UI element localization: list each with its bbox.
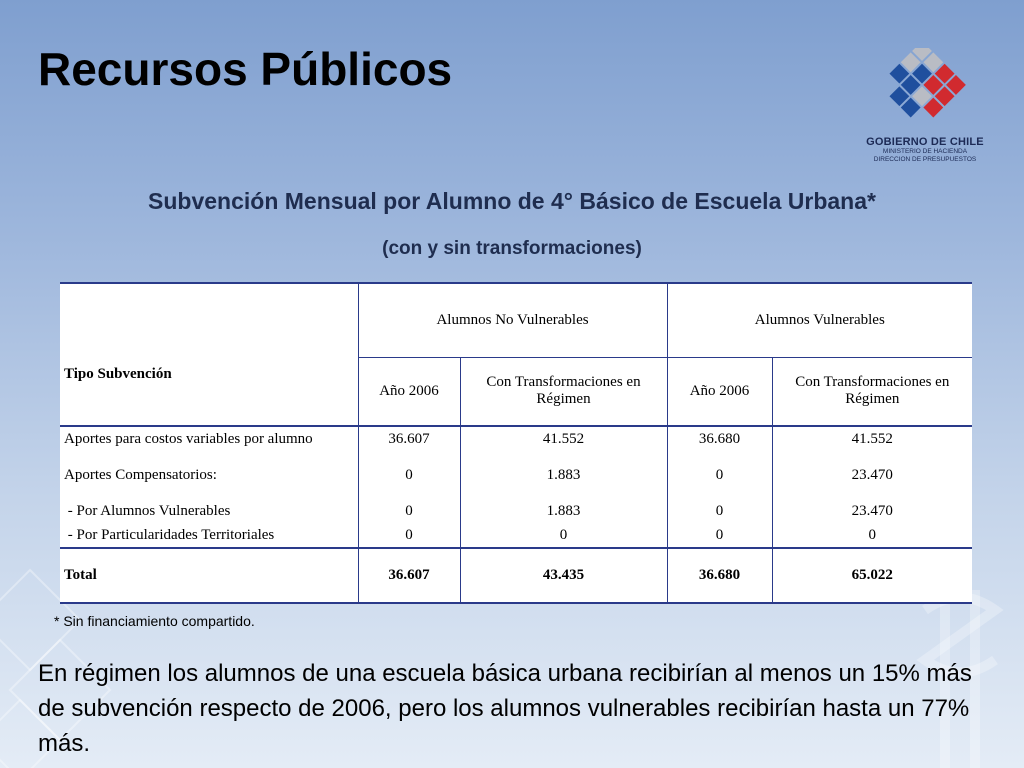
row-label: - Por Particularidades Territoriales — [60, 524, 358, 548]
header-vulnerables: Alumnos Vulnerables — [667, 283, 972, 357]
header-row-groups — [60, 283, 972, 357]
cell-nv-transf: 41.552 — [460, 426, 667, 452]
total-nv-2006: 36.607 — [358, 548, 460, 603]
total-label: Total — [60, 548, 358, 603]
logo-line-gobierno: GOBIERNO DE CHILE — [866, 136, 984, 148]
cell-v-2006: 0 — [667, 498, 772, 524]
subsidy-table — [60, 282, 972, 604]
cell-nv-2006: 0 — [358, 498, 460, 524]
slide-title: Recursos Públicos — [38, 43, 453, 95]
cell-v-2006: 0 — [667, 452, 772, 498]
summary-paragraph: En régimen los alumnos de una escuela básica urbana recibirían al menos un 15% más de subvención respecto de 2006, pero los alumnos vulnerables recibirían hasta un 77% más. — [38, 660, 972, 757]
row-label: Aportes para costos variables por alumno — [60, 426, 358, 452]
cell-nv-2006: 0 — [358, 452, 460, 498]
table-row — [60, 452, 972, 498]
total-v-2006: 36.680 — [667, 548, 772, 603]
cell-nv-transf: 0 — [460, 524, 667, 548]
header-no-vulnerables: Alumnos No Vulnerables — [358, 283, 667, 357]
cell-nv-2006: 0 — [358, 524, 460, 548]
table-heading: Subvención Mensual por Alumno de 4° Básico de Escuela Urbana* — [148, 188, 876, 214]
cell-v-2006: 36.680 — [667, 426, 772, 452]
table-row — [60, 498, 972, 524]
logo-caption — [858, 136, 992, 164]
header-nv-transformaciones: Con Transformaciones en Régimen — [460, 357, 667, 426]
total-v-transf: 65.022 — [772, 548, 972, 603]
header-v-transformaciones: Con Transformaciones en Régimen — [772, 357, 972, 426]
table-row — [60, 524, 972, 548]
total-nv-transf: 43.435 — [460, 548, 667, 603]
row-label: - Por Alumnos Vulnerables — [60, 498, 358, 524]
header-nv-2006: Año 2006 — [358, 357, 460, 426]
cell-v-transf: 41.552 — [851, 431, 893, 447]
row-label: Aportes Compensatorios: — [60, 452, 358, 498]
logo-line-direccion: DIRECCION DE PRESUPUESTOS — [873, 156, 977, 163]
cell-nv-transf: 1.883 — [460, 498, 667, 524]
table-row-total — [60, 548, 972, 603]
header-v-2006: Año 2006 — [667, 357, 772, 426]
cell-v-transf: 23.470 — [851, 466, 893, 483]
footnote: * Sin financiamiento compartido. — [54, 613, 255, 629]
logo-line-ministerio: MINISTERIO DE HACIENDA — [882, 148, 968, 155]
cell-nv-2006: 36.607 — [358, 426, 460, 452]
cell-nv-transf: 1.883 — [460, 452, 667, 498]
table-subheading: (con y sin transformaciones) — [382, 238, 642, 259]
cell-v-transf: 23.470 — [851, 502, 893, 519]
cell-v-2006: 0 — [667, 524, 772, 548]
header-tipo-subvencion: Tipo Subvención — [60, 283, 358, 426]
table-row — [60, 426, 972, 452]
cell-v-transf: 0 — [772, 524, 972, 548]
